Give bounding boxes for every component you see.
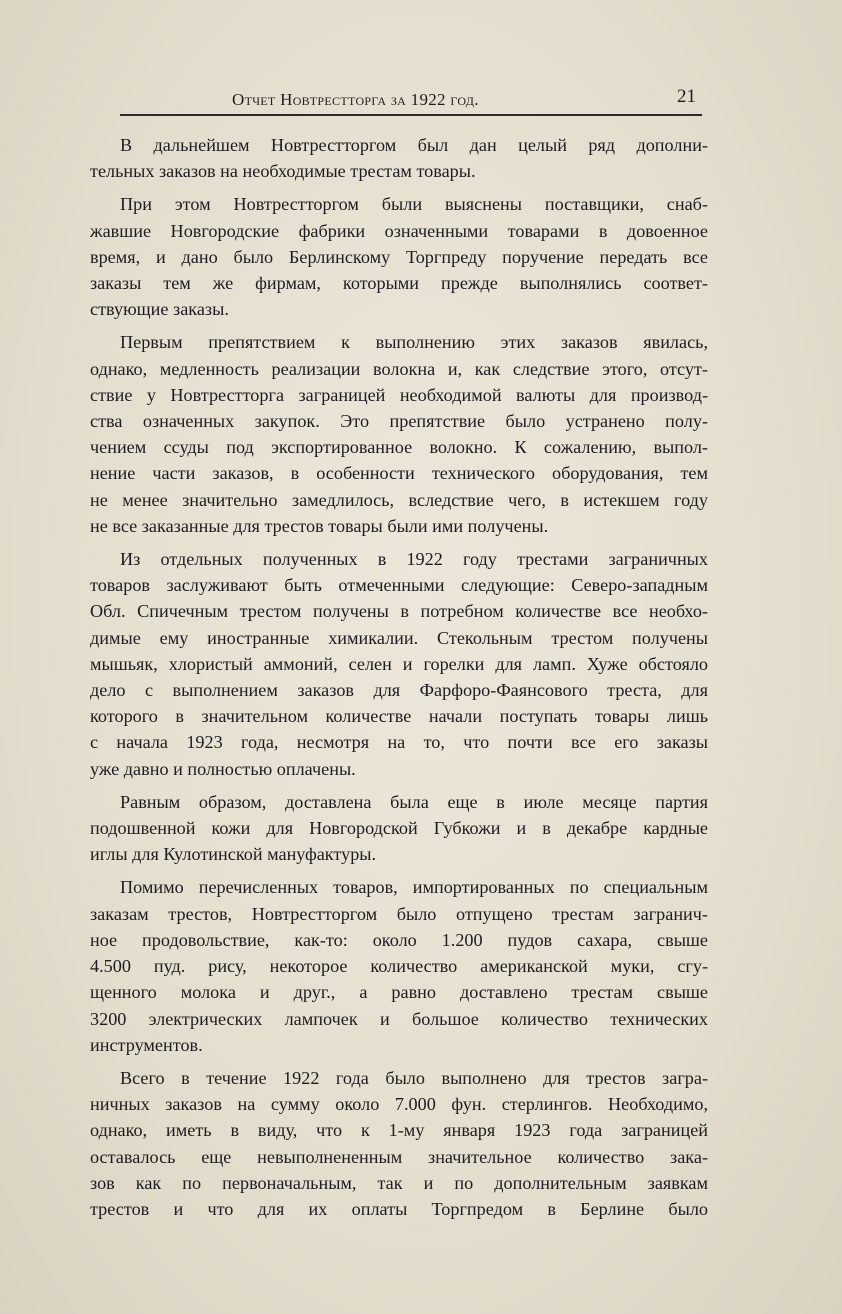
text-line: жавшие Новгородские фабрики означенными товарами в довоенное [90, 220, 708, 241]
text-line: трестов и что для их оплаты Торгпредом в Берлине было [90, 1198, 708, 1219]
paragraph [90, 789, 708, 868]
paragraph [90, 132, 708, 184]
text-line: которого в значительном количестве начали поступать товары лишь [90, 706, 708, 727]
text-line: с начала 1923 года, несмотря на то, что почти все его заказы [90, 732, 708, 753]
text-line: не все заказанные для трестов товары были ими получены. [90, 515, 549, 536]
text-line: зов как по первоначальным, так и по дополнительным заявкам [90, 1172, 708, 1193]
text-line: заказам трестов, Новтрестторгом было отпущено трестам загранич- [90, 903, 708, 924]
text-line: нение части заказов, в особенности технического оборудования, тем [90, 463, 708, 484]
text-line: В дальнейшем Новтрестторгом был дан целый ряд дополни- [120, 135, 708, 155]
text-line: не менее значительно замедлилось, вследствие чего, в истекшем году [90, 489, 708, 510]
text-line: иглы для Кулотинской мануфактуры. [90, 844, 377, 865]
text-line: однако, иметь в виду, что к 1-му января 1923 года заграницей [90, 1120, 708, 1141]
page-number: 21 [677, 86, 696, 107]
text-line: ства означенных закупок. Это препятствие было устранено полу- [90, 411, 708, 432]
body-text [90, 132, 708, 1222]
text-line: заказы тем же фирмам, которыми прежде выполнялись соответ- [90, 273, 708, 294]
text-line: Обл. Спичечным трестом получены в потребном количестве все необхо- [90, 601, 708, 622]
text-line: инструментов. [90, 1034, 203, 1055]
paragraph [90, 1065, 708, 1222]
text-line: подошвенной кожи для Новгородской Губкожи и в декабре кардные [90, 818, 708, 839]
text-line: дело с выполнением заказов для Фарфоро-Фаянсового треста, для [90, 680, 708, 701]
text-line: однако, медленность реализации волокна и, как следствие этого, отсут- [90, 358, 708, 379]
text-line: оставалось еще невыполнененным значительное количество зака- [90, 1146, 708, 1167]
page-header [120, 84, 702, 114]
paragraph [90, 546, 708, 782]
text-line: димые ему иностранные химикалии. Стекольным трестом получены [90, 627, 708, 648]
text-line: Всего в течение 1922 года было выполнено для трестов загра- [120, 1067, 708, 1088]
text-line: товаров заслуживают быть отмеченными следующие: Северо-западным [90, 575, 708, 596]
text-line: мышьяк, хлористый аммоний, селен и горелки для ламп. Хуже обстояло [90, 653, 708, 674]
text-line: При этом Новтрестторгом были выяснены поставщики, снаб- [120, 194, 708, 215]
paragraph [90, 874, 708, 1057]
header-rule [120, 114, 702, 116]
text-line: ничных заказов на сумму около 7.000 фун. стерлингов. Необходимо, [90, 1094, 708, 1115]
text-line: Помимо перечисленных товаров, импортированных по специальным [120, 877, 708, 898]
text-line: ствие у Новтрестторга заграницей необходимой валюты для производ- [90, 384, 708, 405]
text-line: 3200 электрических лампочек и большое количество технических [90, 1008, 708, 1029]
text-line: Из отдельных полученных в 1922 году трестами заграничных [120, 549, 708, 570]
text-line: время, и дано было Берлинскому Торгпреду поручение передать все [90, 246, 708, 267]
text-line: Первым препятствием к выполнению этих заказов явилась, [120, 332, 708, 353]
text-line: щенного молока и друг., а равно доставлено трестам свыше [90, 982, 708, 1003]
text-line: уже давно и полностью оплачены. [90, 758, 356, 779]
text-line: ствующие заказы. [90, 299, 229, 320]
paragraph [90, 191, 708, 322]
running-title: Отчет Новтрестторга за 1922 год. [232, 90, 479, 109]
text-line: тельных заказов на необходимые трестам товары. [90, 161, 476, 182]
text-line: 4.500 пуд. рису, некоторое количество американской муки, сгу- [90, 956, 708, 977]
text-line: ное продовольствие, как-то: около 1.200 пудов сахара, свыше [90, 929, 708, 950]
text-line: чением ссуды под экспортированное волокно. К сожалению, выпол- [90, 437, 708, 458]
text-line: Равным образом, доставлена была еще в июле месяце партия [120, 791, 708, 812]
paragraph [90, 329, 708, 539]
